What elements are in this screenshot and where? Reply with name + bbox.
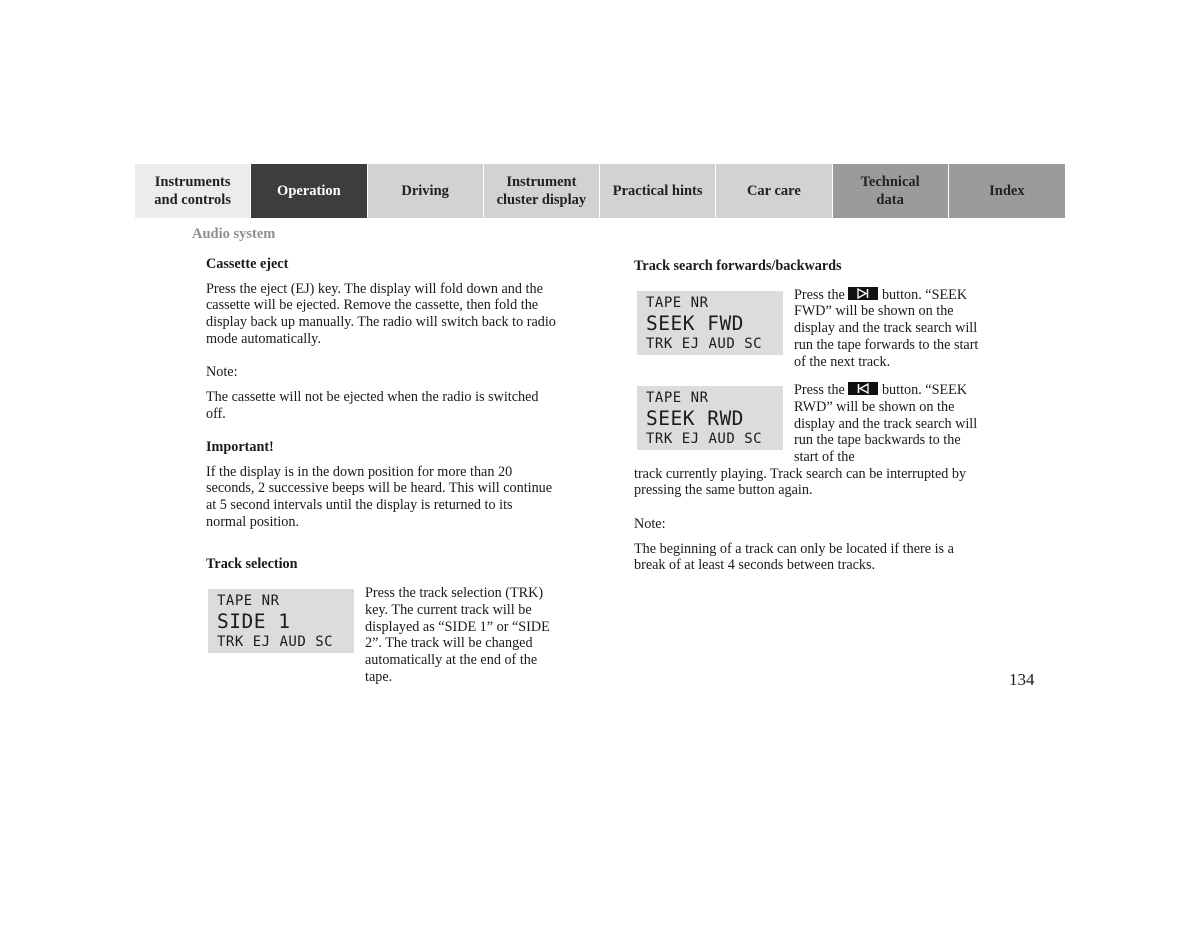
important-text: If the display is in the down position for more than 20 seconds, 2 successive beeps will be heard. This will continue at 5 second intervals until the display is returned to its normal position. xyxy=(206,463,553,530)
tab-instrument-cluster-display[interactable] xyxy=(484,164,600,218)
tab-label: Practical hints xyxy=(612,183,703,199)
seek-backward-block xyxy=(634,382,984,466)
tab-label: and controls xyxy=(154,192,231,208)
left-column xyxy=(206,256,556,685)
note-label: Note: xyxy=(634,515,666,532)
tab-label: Operation xyxy=(277,183,341,199)
tab-label: data xyxy=(876,192,904,208)
radio-display xyxy=(637,386,783,450)
track-selection-heading: Track selection xyxy=(206,555,298,572)
tab-operation[interactable] xyxy=(251,164,367,218)
seek-backward-description: “SEEK RWD” will be shown on the display and the track search will run the tape backwards to the start of the xyxy=(794,382,978,466)
tab-label: Instruments xyxy=(154,174,231,190)
tab-instruments-and-controls[interactable] xyxy=(135,164,251,218)
display-line: SEEK RWD xyxy=(646,407,744,431)
seek-backward-continued: track currently playing. Track search can be interrupted by pressing the same button again. xyxy=(634,465,967,499)
seek-backward-text xyxy=(794,382,984,466)
display-line: TRK EJ AUD SC xyxy=(646,431,763,448)
tab-index[interactable] xyxy=(949,164,1065,218)
display-line: TAPE NR xyxy=(646,390,709,407)
track-selection-text: Press the track selection (TRK) key. The current track will be displayed as “SIDE 1” or “SIDE 2”. The track will be changed automatically at the end of the tape. xyxy=(365,585,550,685)
tab-label: Driving xyxy=(401,183,449,199)
tab-label: Technical xyxy=(860,174,920,190)
seek-forward-description: “SEEK FWD” will be shown on the display and the track search will run the tape forwards to the start of the next track. xyxy=(794,286,979,370)
tab-label: Index xyxy=(989,183,1025,199)
radio-display xyxy=(208,589,354,653)
tab-driving[interactable] xyxy=(368,164,484,218)
button-word: button. xyxy=(881,286,922,303)
press-label: Press the xyxy=(794,382,845,399)
display-line: TRK EJ AUD SC xyxy=(217,634,334,651)
tab-technical-data[interactable] xyxy=(833,164,949,218)
seek-forward-icon xyxy=(848,287,878,300)
tab-label: Car care xyxy=(746,183,801,199)
track-selection-block xyxy=(206,585,556,685)
display-line: SEEK FWD xyxy=(646,311,744,335)
note-text: The cassette will not be ejected when the radio is switched off. xyxy=(206,388,539,422)
tab-practical-hints[interactable] xyxy=(600,164,716,218)
radio-display xyxy=(637,291,783,355)
tab-label: cluster display xyxy=(496,192,587,208)
tab-label: Instrument xyxy=(506,174,577,190)
cassette-eject-text: Press the eject (EJ) key. The display will fold down and the cassette will be ejected. Remove the cassette, then fold the display back up manually. The radio will switch back to radio mode automatically. xyxy=(206,280,556,347)
section-title: Audio system xyxy=(192,226,276,242)
chapter-navigation xyxy=(135,164,1065,218)
display-line: TRK EJ AUD SC xyxy=(646,335,763,352)
display-line: TAPE NR xyxy=(646,294,709,311)
display-line: TAPE NR xyxy=(217,593,280,610)
track-search-heading: Track search forwards/backwards xyxy=(634,258,842,274)
seek-forward-block xyxy=(634,287,984,371)
button-word: button. xyxy=(881,382,922,399)
tab-car-care[interactable] xyxy=(716,164,832,218)
note-text: The beginning of a track can only be located if there is a break of at least 4 seconds between tracks. xyxy=(634,540,954,574)
seek-backward-icon xyxy=(848,382,878,395)
cassette-eject-heading: Cassette eject xyxy=(206,256,289,272)
page-number: 134 xyxy=(1009,670,1035,689)
press-label: Press the xyxy=(794,286,845,303)
display-line: SIDE 1 xyxy=(217,610,291,634)
note-label: Note: xyxy=(206,364,238,381)
right-column xyxy=(634,258,984,591)
seek-forward-text xyxy=(794,287,984,371)
important-heading: Important! xyxy=(206,439,274,455)
